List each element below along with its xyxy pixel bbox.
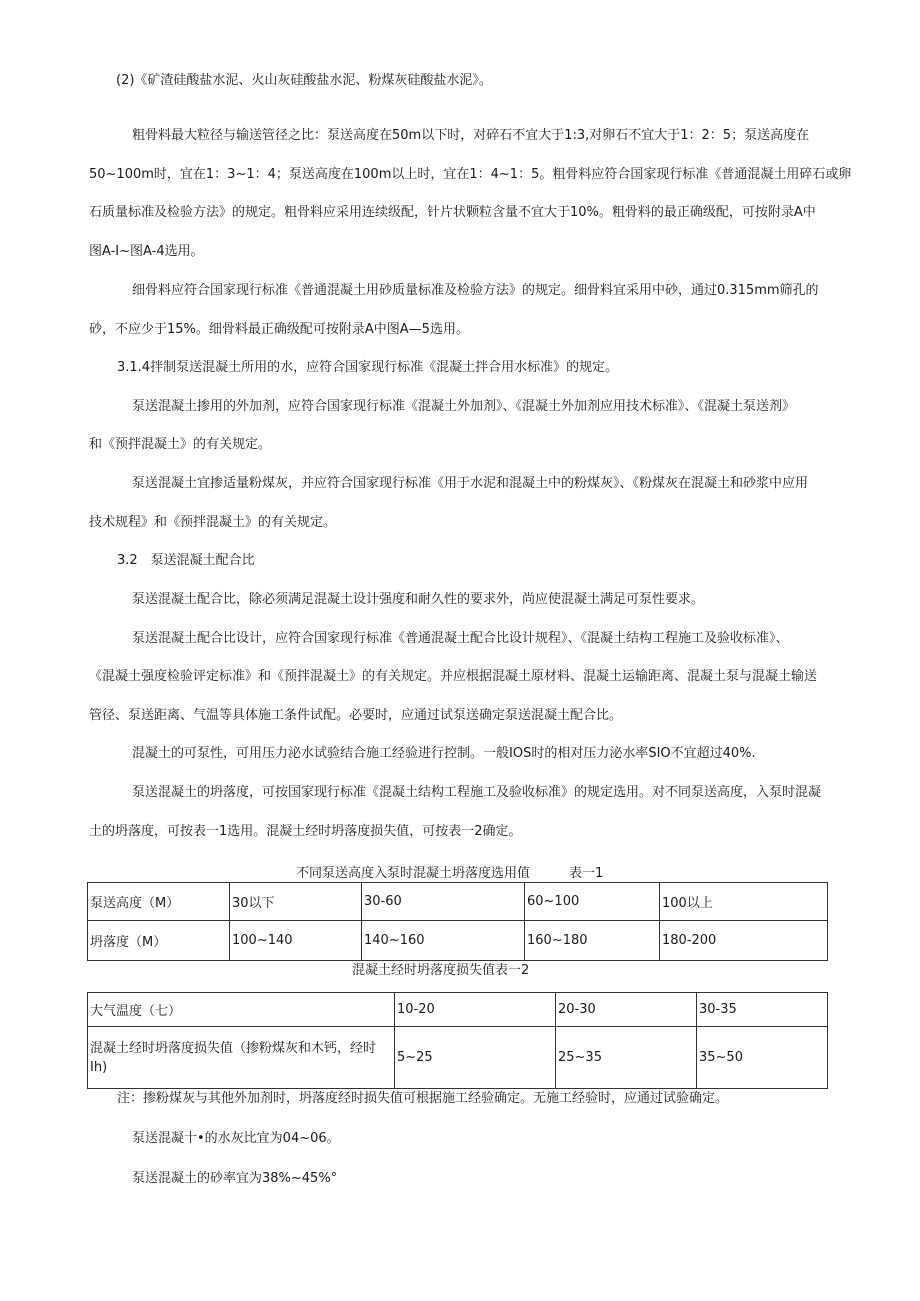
- table-cell: 10-20: [395, 993, 556, 1027]
- table2-caption: 混凝土经时坍落度损失值表一2: [352, 963, 530, 978]
- table-cell: 坍落度（M）: [88, 921, 230, 961]
- table-cell: 30-35: [697, 993, 828, 1027]
- slump-selection-table: [87, 882, 828, 961]
- table-cell: 35~50: [697, 1027, 828, 1089]
- table-cell: 大气温度（七）: [88, 993, 395, 1027]
- table-cell: 100~140: [230, 921, 362, 961]
- paragraph-line: (2)《矿渣硅酸盐水泥、火山灰硅酸盐水泥、粉煤灰硅酸盐水泥》。: [116, 73, 492, 88]
- paragraph-line: 管径、泵送距离、气温等具体施工条件试配。必要时，应通过试泵送确定泵送混凝土配合比。: [89, 708, 623, 723]
- paragraph-line: 土的坍落度，可按表一1选用。混凝土经时坍落度损失值，可按表一2确定。: [89, 824, 522, 839]
- section-heading: 3.2 泵送混凝土配合比: [117, 553, 255, 568]
- slump-loss-table: [87, 992, 828, 1089]
- paragraph-line: 砂，不应少于15%。细骨料最正确级配可按附录A中图A—5选用。: [89, 322, 469, 337]
- table-cell: 混凝土经时坍落度损失值（掺粉煤灰和木钙，经时Ih): [88, 1027, 395, 1089]
- paragraph-line: 泵送混凝土配合比设计，应符合国家现行标准《普通混凝土配合比设计规程》、《混凝土结构工程施工及验收标准》、: [132, 631, 789, 646]
- paragraph-line: 泵送混凝土配合比，除必须满足混凝土设计强度和耐久性的要求外，尚应使混凝土满足可泵性要求。: [132, 592, 705, 607]
- table-cell: 60~100: [525, 883, 660, 921]
- table-cell: 30-60: [362, 883, 525, 921]
- table-cell: 30以下: [230, 883, 362, 921]
- table-cell: 25~35: [556, 1027, 697, 1089]
- section-line: 3.1.4拌制泵送混凝土所用的水，应符合国家现行标准《混凝土拌合用水标准》的规定。: [117, 360, 619, 375]
- paragraph-line: 《混凝土强度检验评定标准》和《预拌混凝土》的有关规定。并应根据混凝土原材料、混凝土运输距离、混凝土泵与混凝土输送: [89, 669, 818, 684]
- paragraph-line: 泵送混凝土的坍落度，可按国家现行标准《混凝土结构工程施工及验收标准》的规定选用。对不同泵送高度，入泵时混凝: [132, 785, 822, 800]
- paragraph-line: 技术规程》和《预拌混凝土》的有关规定。: [89, 515, 337, 530]
- table-cell: 160~180: [525, 921, 660, 961]
- paragraph-line: 细骨料应符合国家现行标准《普通混凝土用砂质量标准及检验方法》的规定。细骨料宜采用中砂，通过0.315mm筛孔的: [132, 283, 819, 298]
- paragraph-line: 混凝土的可泵性，可用压力泌水试验结合施工经验进行控制。一般IOS时的相对压力泌水率SIO不宜超过40%.: [132, 746, 756, 761]
- table-cell: 泵送高度（M）: [88, 883, 230, 921]
- table1-caption: 不同泵送高度入泵时混凝土坍落度选用值 表一1: [296, 866, 604, 881]
- paragraph-line: 泵送混凝十•的水灰比宜为04~06。: [132, 1131, 340, 1146]
- table-cell: 20-30: [556, 993, 697, 1027]
- paragraph-line: 泵送混凝土宜掺适量粉煤灰，并应符合国家现行标准《用于水泥和混凝土中的粉煤灰》、《粉煤灰在混凝土和砂浆中应用: [132, 476, 809, 491]
- paragraph-line: 石质量标准及检验方法》的规定。粗骨料应采用连续级配，针片状颗粒含量不宜大于10%。粗骨料的最正确级配，可按附录A中: [89, 205, 816, 220]
- paragraph-line: 图A-I~图A-4选用。: [89, 244, 204, 259]
- table-cell: 140~160: [362, 921, 525, 961]
- table-cell: 180-200: [660, 921, 828, 961]
- paragraph-line: 泵送混凝土掺用的外加剂，应符合国家现行标准《混凝土外加剂》、《混凝土外加剂应用技术标准》、《混凝土泵送剂》: [132, 399, 796, 414]
- paragraph-line: 50~100m时，宜在1：3~1：4；泵送高度在100m以上时，宜在1：4~1：5。粗骨料应符合国家现行标准《普通混凝土用碎石或卵: [89, 167, 852, 182]
- paragraph-line: 泵送混凝土的砂率宜为38%~45%°: [132, 1171, 338, 1186]
- paragraph-line: 和《预拌混凝土》的有关规定。: [89, 437, 272, 452]
- table-note: 注：掺粉煤灰与其他外加剂时，坍落度经时损失值可根据施工经验确定。无施工经验时，应通过试验确定。: [117, 1091, 729, 1106]
- table-cell: 100以上: [660, 883, 828, 921]
- paragraph-line: 粗骨料最大粒径与输送管径之比：泵送高度在50m以下时，对碎石不宜大于1:3,对卵石不宜大于1：2：5；泵送高度在: [132, 128, 810, 143]
- table-cell: 5~25: [395, 1027, 556, 1089]
